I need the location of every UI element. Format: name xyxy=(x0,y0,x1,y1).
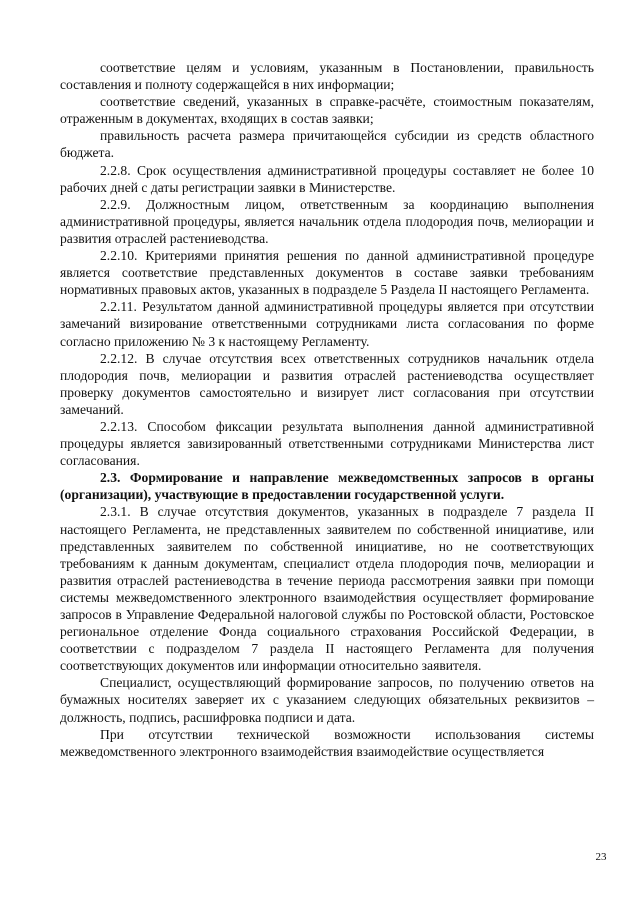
paragraph-2-2-10: 2.2.10. Критериями принятия решения по данной административной процедуре является соответствие представленных документов в составе заявки требованиям нормативных правовых актов, указанных в подразделе 5 Раздела II настоящего Регламента. xyxy=(60,248,594,298)
paragraph-specialist-requests: Специалист, осуществляющий формирование запросов, по получению ответов на бумажных носителях заверяет их с указанием следующих обязательных реквизитов – должность, подпись, расшифровка подписи и дата. xyxy=(60,675,594,725)
paragraph-2-2-11: 2.2.11. Результатом данной административной процедуры является при отсутствии замечаний визирование ответственными сотрудниками листа согласования по форме согласно приложению № 3 к настоящему Регламенту. xyxy=(60,299,594,349)
paragraph-compliance-goals: соответствие целям и условиям, указанным в Постановлении, правильность составления и полноту содержащейся в них информации; xyxy=(60,60,594,93)
document-body xyxy=(60,59,594,760)
paragraph-2-3-1: 2.3.1. В случае отсутствия документов, указанных в подразделе 7 раздела II настоящего Регламента, не представленных заявителем по собственной инициативе, или представленных заявителем по собственной инициативе, но не соответствующих требованиям к данным документам, специалист отдела плодородия почв, мелиорации и развития отраслей растениеводства в течение периода рассмотрения заявки при помощи системы межведомственного электронного взаимодействия осуществляет формирование запросов в Управление Федеральной налоговой службы по Ростовской области, Ростовское региональное отделение Фонда социального страхования Российской Федерации, в соответствии с подразделом 7 раздела II настоящего Регламента для получения соответствующих документов или информации относительно заявителя. xyxy=(60,504,594,674)
paragraph-compliance-values: соответствие сведений, указанных в справке-расчёте, стоимостным показателям, отраженным в документах, входящих в состав заявки; xyxy=(60,94,594,127)
paragraph-subsidy-calculation: правильность расчета размера причитающейся субсидии из средств областного бюджета. xyxy=(60,128,594,161)
section-heading-2-3: 2.3. Формирование и направление межведомственных запросов в органы (организации), участвующие в предоставлении государственной услуги. xyxy=(60,470,594,503)
paragraph-no-technical-possibility: При отсутствии технической возможности использования системы межведомственного электронного взаимодействия взаимодействие осуществляется xyxy=(60,726,594,759)
page-number: 23 xyxy=(595,851,607,863)
paragraph-2-2-9: 2.2.9. Должностным лицом, ответственным за координацию выполнения административной процедуры, является начальник отдела плодородия почв, мелиорации и развития отраслей растениеводства. xyxy=(60,196,594,246)
paragraph-2-2-13: 2.2.13. Способом фиксации результата выполнения данной административной процедуры является завизированный ответственными сотрудниками Министерства лист согласования. xyxy=(60,418,594,469)
paragraph-2-2-12: 2.2.12. В случае отсутствия всех ответственных сотрудников начальник отдела плодородия почв, мелиорации и развития отраслей растениеводства осуществляет проверку документов самостоятельно и визирует лист согласования при отсутствии замечаний. xyxy=(60,350,594,417)
paragraph-2-2-8: 2.2.8. Срок осуществления административной процедуры составляет не более 10 рабочих дней с даты регистрации заявки в Министерстве. xyxy=(60,162,594,195)
